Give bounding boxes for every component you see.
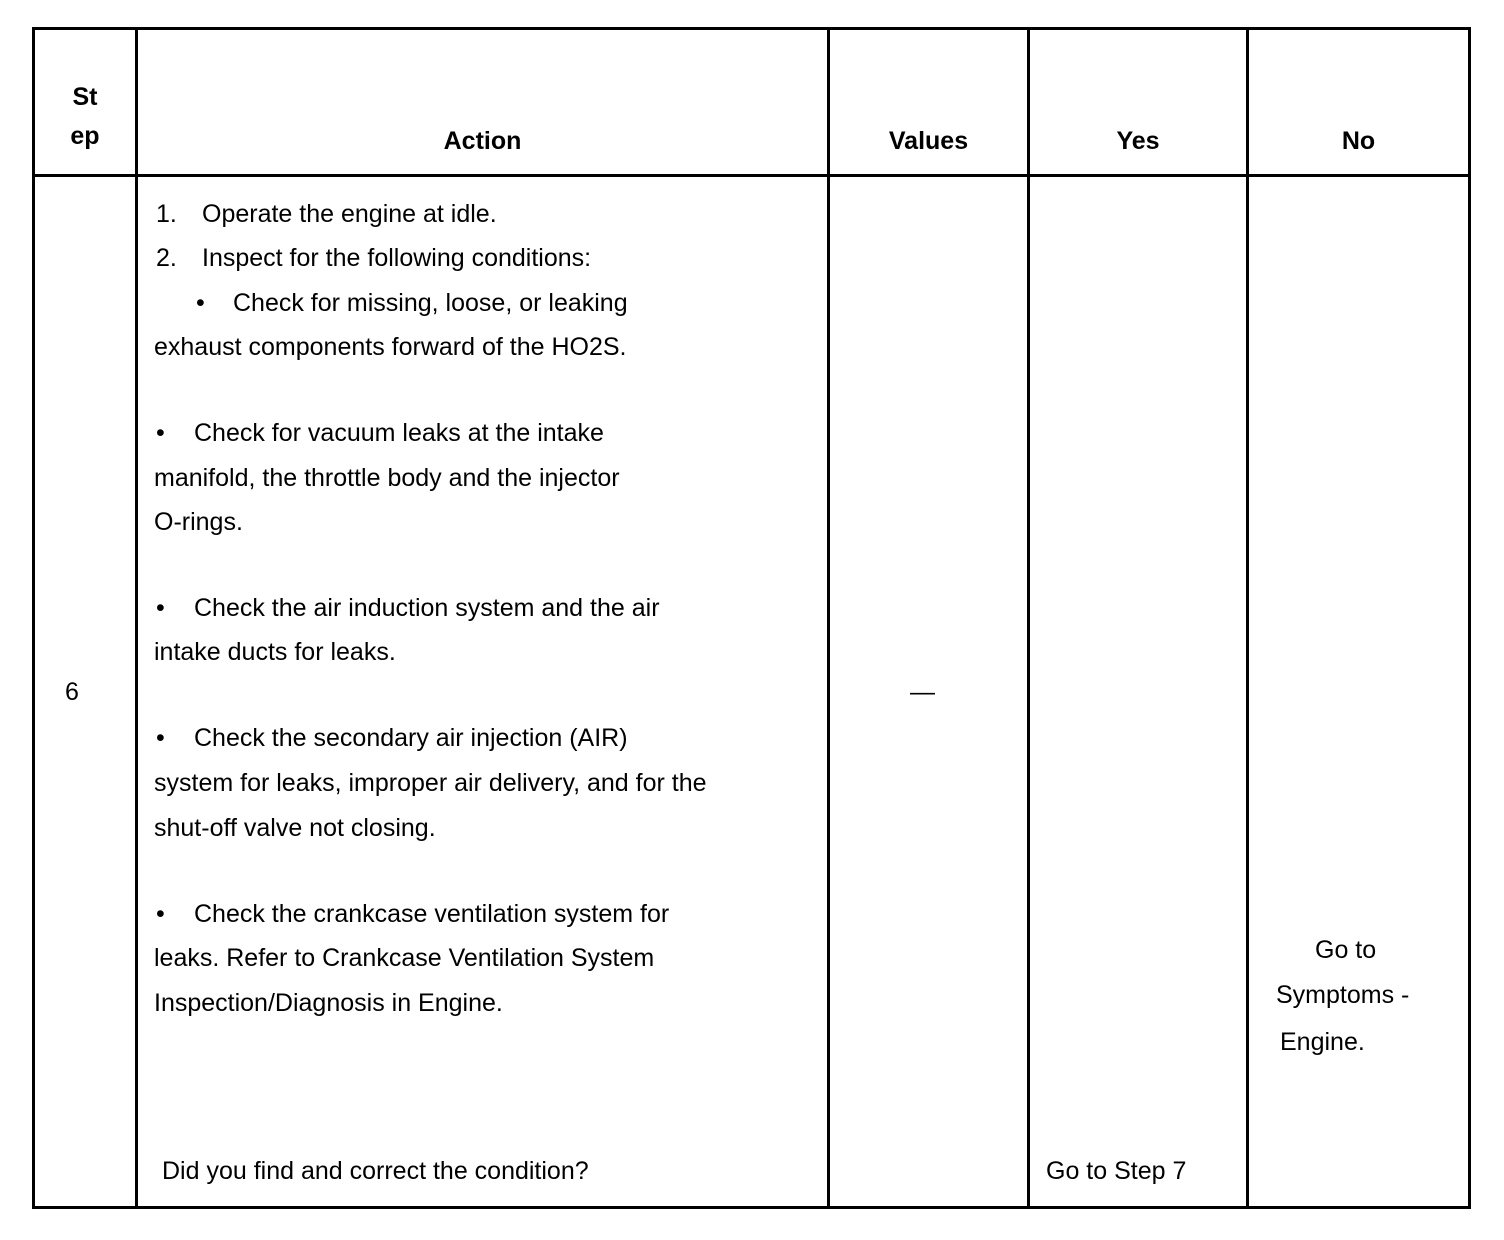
bullet-4-line1: Check the secondary air injection (AIR) <box>194 724 628 752</box>
no-result-line1: Go to <box>1315 936 1377 964</box>
header-step-line1: St <box>72 83 98 111</box>
bullet-4-line2: system for leaks, improper air delivery, and for the <box>154 769 707 797</box>
bullet-5-line2: leaks. Refer to Crankcase Ventilation System <box>154 944 655 972</box>
action-item1-text: Operate the engine at idle. <box>202 200 497 228</box>
header-no: No <box>1248 29 1470 176</box>
bullet-5-line3: Inspection/Diagnosis in Engine. <box>154 989 503 1017</box>
bullet-1-line1: Check for missing, loose, or leaking <box>233 289 628 317</box>
bullet-3-marker: • <box>156 594 165 622</box>
no-result-line2: Symptoms - <box>1276 981 1410 1009</box>
bullet-5-marker: • <box>156 900 165 928</box>
bullet-1-line2: exhaust components forward of the HO2S. <box>154 333 627 361</box>
bullet-5-line1: Check the crankcase ventilation system for <box>194 900 670 928</box>
header-action: Action <box>137 29 829 176</box>
values-cell <box>829 176 1029 1208</box>
bullet-4-line3: shut-off valve not closing. <box>154 814 436 842</box>
bullet-2-line2: manifold, the throttle body and the injector <box>154 464 620 492</box>
action-cell <box>137 176 829 1208</box>
no-cell <box>1248 176 1470 1208</box>
step-number: 6 <box>65 678 79 706</box>
header-row <box>34 29 1470 176</box>
bullet-3-line2: intake ducts for leaks. <box>154 638 396 666</box>
step-row <box>34 176 1470 1208</box>
action-question: Did you find and correct the condition? <box>162 1157 589 1185</box>
yes-cell <box>1029 176 1248 1208</box>
bullet-2-line1: Check for vacuum leaks at the intake <box>194 419 604 447</box>
bullet-1-marker: • <box>196 289 205 317</box>
values-dash: — <box>910 678 935 706</box>
bullet-2-line3: O-rings. <box>154 508 243 536</box>
action-item1-num: 1. <box>156 200 177 228</box>
step-cell <box>34 176 137 1208</box>
no-result-line3: Engine. <box>1280 1028 1365 1056</box>
header-values: Values <box>829 29 1029 176</box>
action-item2-num: 2. <box>156 244 177 272</box>
bullet-2-marker: • <box>156 419 165 447</box>
bullet-3-line1: Check the air induction system and the air <box>194 594 660 622</box>
action-item2-text: Inspect for the following conditions: <box>202 244 592 272</box>
yes-result: Go to Step 7 <box>1046 1157 1187 1185</box>
header-yes: Yes <box>1029 29 1248 176</box>
header-step-line2: ep <box>70 122 100 150</box>
diagnostic-step-table <box>32 27 1471 1209</box>
bullet-4-marker: • <box>156 724 165 752</box>
header-step <box>34 29 137 176</box>
